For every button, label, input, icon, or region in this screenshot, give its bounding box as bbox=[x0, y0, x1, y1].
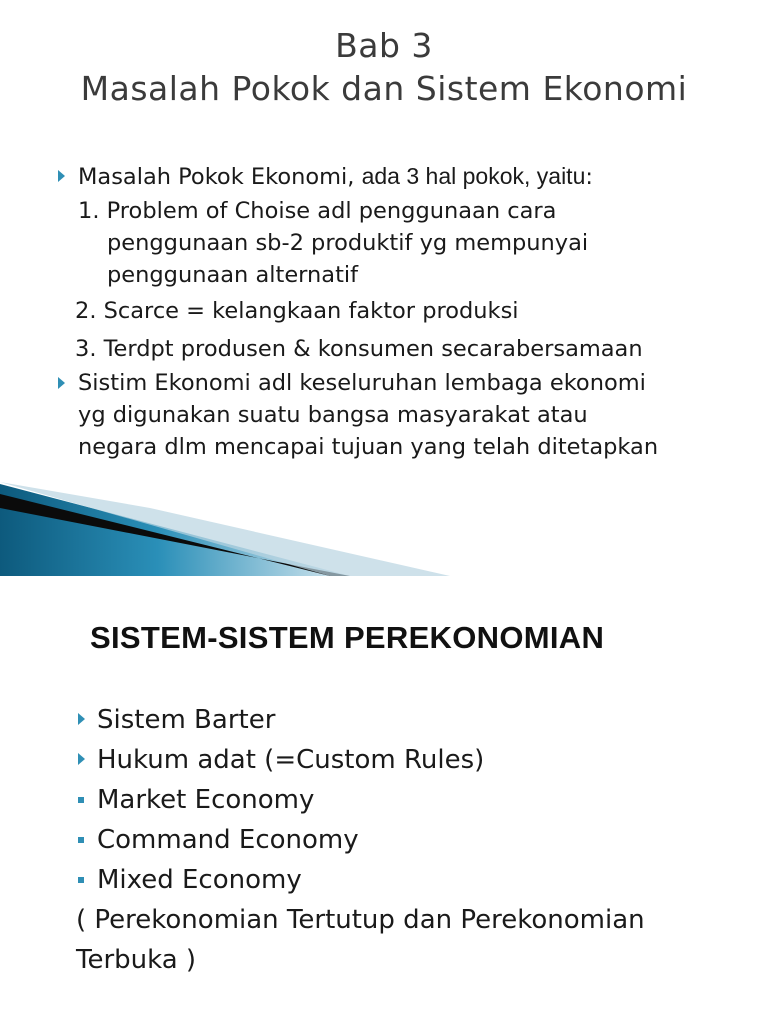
list-item-label: Hukum adat (=Custom Rules) bbox=[97, 745, 485, 775]
arrow-bullet-icon bbox=[78, 753, 85, 765]
list-item bbox=[76, 820, 756, 860]
bullet-2-line-1: Sistim Ekonomi adl keseluruhan lembaga ekonomi bbox=[78, 370, 646, 396]
bullet-1-emphasis: ada 3 hal pokok, yaitu bbox=[361, 163, 586, 189]
bullet-1-text: Masalah Pokok Ekonomi, bbox=[78, 164, 362, 190]
swoosh-decoration bbox=[0, 478, 768, 576]
item-2: 2. Scarce = kelangkaan faktor produksi bbox=[75, 298, 519, 324]
list-item bbox=[76, 860, 756, 900]
arrow-bullet-icon bbox=[58, 170, 65, 182]
bullet-2-line-3: negara dlm mencapai tujuan yang telah ditetapkan bbox=[78, 434, 659, 460]
square-bullet-icon bbox=[78, 837, 84, 843]
slide-1-body bbox=[54, 160, 754, 463]
list-item bbox=[76, 700, 756, 740]
list-item-label: Command Economy bbox=[97, 825, 359, 855]
bullet-sistim-ekonomi bbox=[54, 367, 754, 463]
title-line-2: Masalah Pokok dan Sistem Ekonomi bbox=[80, 69, 688, 108]
arrow-bullet-icon bbox=[58, 377, 65, 389]
list-item-label: Mixed Economy bbox=[97, 865, 302, 895]
item-1-line-3: penggunaan alternatif bbox=[107, 262, 359, 288]
list-item bbox=[76, 740, 756, 780]
note-line-2: Terbuka ) bbox=[76, 945, 197, 975]
section-heading: SISTEM-SISTEM PEREKONOMIAN bbox=[90, 620, 605, 655]
arrow-bullet-icon bbox=[78, 713, 85, 725]
item-1-line-2: penggunaan sb-2 produktif yg mempunyai bbox=[107, 230, 589, 256]
bullet-masalah-pokok bbox=[54, 160, 754, 193]
note-line-1: ( Perekonomian Tertutup dan Perekonomian bbox=[76, 905, 645, 935]
item-1-line-1: 1. Problem of Choise adl penggunaan cara bbox=[78, 198, 557, 224]
slide-title bbox=[0, 24, 768, 110]
slide-2 bbox=[0, 576, 768, 1024]
item-3: 3. Terdpt produsen & konsumen secarabersamaan bbox=[75, 336, 643, 362]
bullet-1-suffix: : bbox=[585, 164, 593, 190]
list-item-label: Sistem Barter bbox=[97, 705, 276, 735]
list-item bbox=[76, 780, 756, 820]
title-line-1: Bab 3 bbox=[335, 26, 433, 65]
bullet-2-line-2: yg digunakan suatu bangsa masyarakat atau bbox=[78, 402, 588, 428]
square-bullet-icon bbox=[78, 877, 84, 883]
square-bullet-icon bbox=[78, 797, 84, 803]
list-item-label: Market Economy bbox=[97, 785, 315, 815]
economy-systems-list bbox=[76, 700, 756, 980]
